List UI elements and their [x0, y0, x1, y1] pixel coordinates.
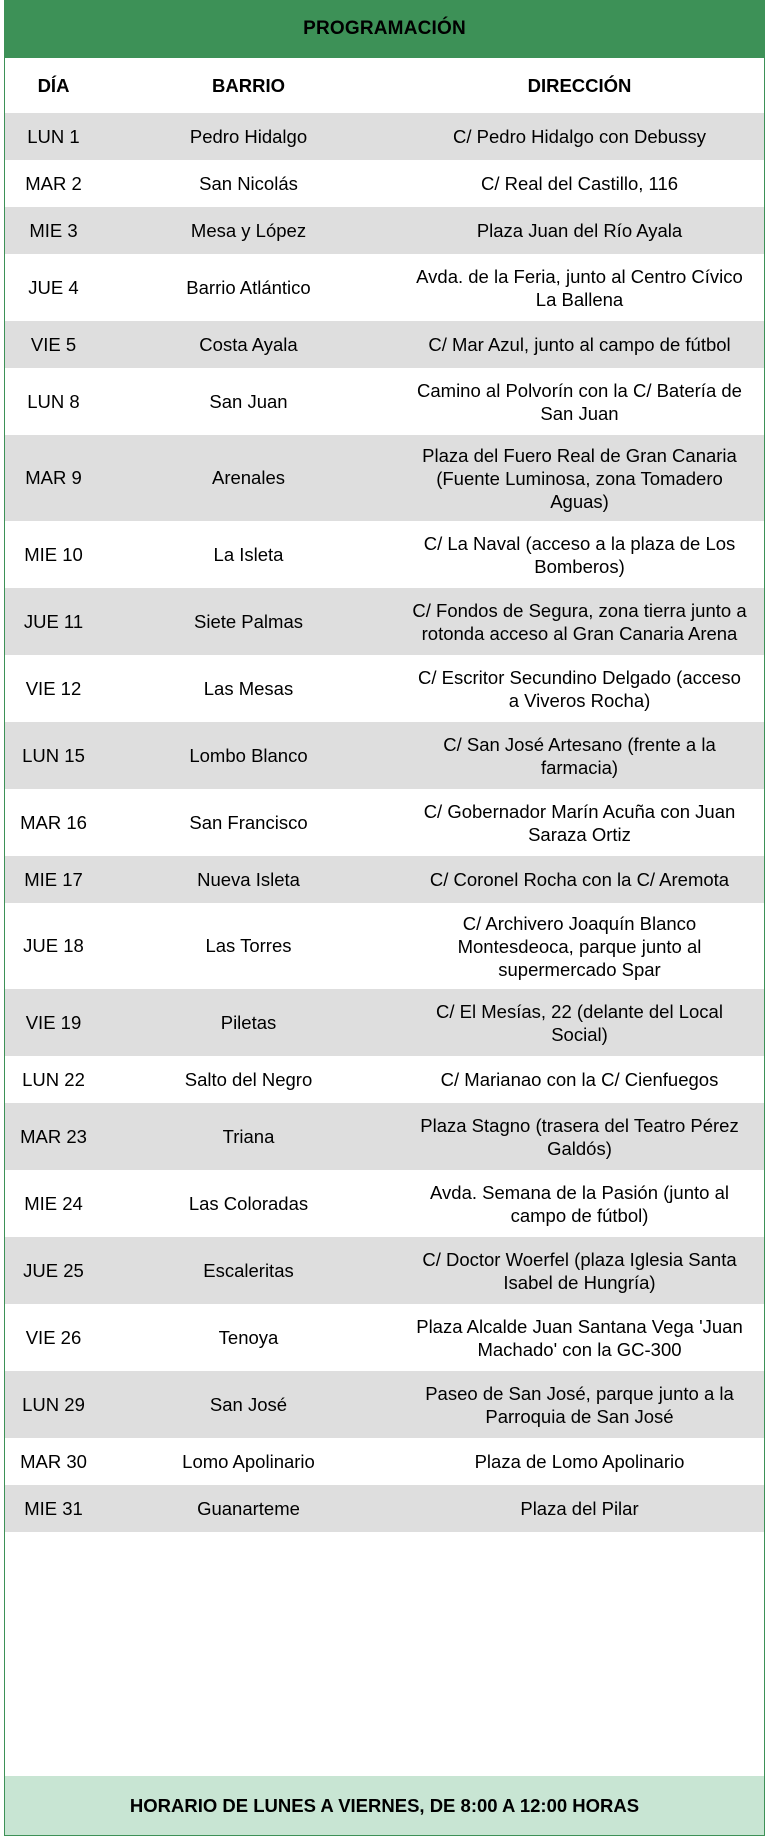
cell-dia: MAR 23	[20, 1125, 87, 1147]
direccion-line: Plaza del Pilar	[520, 1498, 639, 1519]
direccion-line: supermercado Spar	[498, 958, 661, 980]
cell-direccion	[395, 172, 764, 195]
cell-dia: JUE 4	[28, 276, 79, 298]
cell-dia: MAR 16	[20, 811, 87, 833]
table-row	[5, 1371, 764, 1438]
table-row	[5, 1103, 764, 1170]
header-direccion: DIRECCIÓN	[527, 75, 632, 96]
table-title: PROGRAMACIÓN	[5, 0, 764, 58]
cell-direccion	[395, 1382, 764, 1428]
direccion-line: Parroquia de San José	[485, 1405, 674, 1427]
cell-dia: MIE 24	[24, 1192, 83, 1214]
cell-dia: VIE 26	[25, 1326, 82, 1348]
cell-direccion	[395, 532, 764, 578]
direccion-line: Machado' con la GC-300	[477, 1338, 682, 1360]
table-row	[5, 1056, 764, 1103]
table-header-row	[5, 58, 764, 113]
cell-direccion	[395, 1181, 764, 1227]
table-row	[5, 1170, 764, 1237]
cell-dia: MIE 3	[29, 219, 78, 241]
cell-direccion	[395, 444, 764, 513]
header-dia: DÍA	[37, 74, 70, 96]
cell-direccion	[395, 1068, 764, 1091]
cell-barrio: Costa Ayala	[199, 333, 298, 355]
cell-dia: LUN 8	[27, 390, 80, 412]
table-row	[5, 254, 764, 321]
direccion-line: Plaza de Lomo Apolinario	[474, 1451, 685, 1472]
cell-barrio: San José	[209, 1393, 288, 1415]
cell-direccion	[395, 868, 764, 891]
direccion-line: Avda. Semana de la Pasión (junto al	[430, 1181, 729, 1203]
direccion-line: San Juan	[540, 402, 619, 424]
cell-barrio: San Francisco	[189, 811, 308, 833]
cell-dia: MAR 2	[25, 172, 82, 194]
direccion-line: C/ Escritor Secundino Delgado (acceso	[418, 666, 741, 688]
table-row	[5, 521, 764, 588]
cell-dia: JUE 25	[23, 1259, 84, 1281]
schedule-table	[4, 0, 765, 1836]
direccion-line: Galdós)	[547, 1137, 612, 1159]
cell-barrio: Salto del Negro	[184, 1068, 313, 1090]
cell-dia: LUN 1	[27, 125, 80, 147]
cell-direccion	[395, 800, 764, 846]
direccion-line: C/ El Mesías, 22 (delante del Local	[436, 1000, 723, 1022]
cell-barrio: Las Torres	[205, 935, 292, 956]
cell-barrio: Lombo Blanco	[189, 744, 308, 766]
cell-direccion	[395, 912, 764, 981]
direccion-line: a Viveros Rocha)	[508, 689, 651, 711]
table-row	[5, 1304, 764, 1371]
direccion-line: Social)	[551, 1023, 608, 1045]
direccion-line: farmacia)	[540, 756, 619, 778]
table-row	[5, 321, 764, 368]
cell-dia: LUN 22	[22, 1068, 85, 1090]
cell-direccion	[395, 1497, 764, 1520]
cell-dia: JUE 11	[23, 610, 84, 632]
cell-direccion	[395, 733, 764, 779]
table-row	[5, 588, 764, 655]
table-row	[5, 1485, 764, 1532]
direccion-line: C/ Marianao con la C/ Cienfuegos	[440, 1069, 719, 1090]
schedule-footer: HORARIO DE LUNES A VIERNES, DE 8:00 A 12:00 HORAS	[5, 1776, 764, 1835]
cell-barrio: Nueva Isleta	[197, 868, 300, 890]
table-row	[5, 160, 764, 207]
direccion-line: Plaza Juan del Río Ayala	[476, 220, 683, 241]
cell-direccion	[395, 599, 764, 645]
direccion-line: campo de fútbol)	[510, 1204, 649, 1226]
direccion-line: C/ Doctor Woerfel (plaza Iglesia Santa	[422, 1248, 737, 1270]
direccion-line: Bomberos)	[534, 555, 625, 577]
cell-dia: LUN 29	[22, 1393, 85, 1415]
direccion-line: Aguas)	[550, 490, 609, 512]
cell-direccion	[395, 1248, 764, 1294]
table-row	[5, 435, 764, 521]
cell-dia: MAR 30	[20, 1450, 87, 1472]
cell-barrio: Guanarteme	[197, 1497, 300, 1519]
direccion-line: C/ Fondos de Segura, zona tierra junto a	[412, 599, 747, 621]
cell-barrio: Arenales	[211, 467, 285, 488]
direccion-line: C/ Gobernador Marín Acuña con Juan	[423, 800, 736, 822]
direccion-line: Avda. de la Feria, junto al Centro Cívico	[416, 265, 743, 287]
direccion-line: C/ San José Artesano (frente a la	[443, 733, 716, 755]
cell-direccion	[395, 379, 764, 425]
cell-barrio: Escaleritas	[203, 1259, 294, 1281]
direccion-line: Plaza Stagno (trasera del Teatro Pérez	[420, 1114, 739, 1136]
table-row	[5, 856, 764, 903]
direccion-line: Plaza Alcalde Juan Santana Vega 'Juan	[416, 1315, 743, 1337]
direccion-line: Camino al Polvorín con la C/ Batería de	[417, 379, 742, 401]
cell-dia: VIE 12	[25, 677, 82, 699]
direccion-line: C/ Real del Castillo, 116	[480, 173, 679, 194]
direccion-line: C/ Coronel Rocha con la C/ Aremota	[429, 869, 730, 890]
direccion-line: Saraza Ortiz	[528, 823, 631, 845]
cell-dia: JUE 18	[23, 935, 84, 956]
direccion-line: C/ La Naval (acceso a la plaza de Los	[423, 532, 736, 554]
direccion-line: rotonda acceso al Gran Canaria Arena	[421, 622, 738, 644]
direccion-line: (Fuente Luminosa, zona Tomadero	[436, 467, 723, 489]
cell-direccion	[395, 1315, 764, 1361]
cell-barrio: Tenoya	[218, 1326, 279, 1348]
direccion-line: Isabel de Hungría)	[503, 1271, 656, 1293]
direccion-line: La Ballena	[535, 288, 624, 310]
direccion-line: Paseo de San José, parque junto a la	[425, 1382, 734, 1404]
cell-dia: VIE 5	[30, 333, 77, 355]
table-row	[5, 655, 764, 722]
cell-dia: VIE 19	[25, 1011, 82, 1033]
cell-dia: MIE 17	[24, 868, 83, 890]
table-row	[5, 989, 764, 1056]
table-row	[5, 368, 764, 435]
cell-dia: MIE 31	[24, 1497, 83, 1519]
cell-direccion	[395, 125, 764, 148]
cell-dia: MIE 10	[24, 543, 83, 565]
cell-barrio: Triana	[222, 1125, 275, 1147]
table-body	[5, 113, 764, 1532]
table-row	[5, 1237, 764, 1304]
table-row	[5, 722, 764, 789]
table-row	[5, 903, 764, 989]
cell-direccion	[395, 219, 764, 242]
cell-barrio: Barrio Atlántico	[186, 276, 311, 298]
cell-barrio: San Nicolás	[199, 172, 298, 194]
direccion-line: Montesdeoca, parque junto al	[457, 935, 702, 957]
direccion-line: C/ Pedro Hidalgo con Debussy	[453, 126, 706, 147]
cell-barrio: Pedro Hidalgo	[189, 125, 308, 147]
cell-barrio: Las Coloradas	[188, 1192, 309, 1214]
cell-dia: LUN 15	[22, 744, 85, 766]
header-barrio: BARRIO	[212, 74, 285, 96]
table-row	[5, 789, 764, 856]
direccion-line: Plaza del Fuero Real de Gran Canaria	[422, 444, 737, 466]
cell-barrio: La Isleta	[213, 543, 284, 565]
cell-dia: MAR 9	[25, 467, 82, 488]
cell-barrio: Piletas	[220, 1011, 277, 1033]
cell-direccion	[395, 666, 764, 712]
direccion-line: C/ Mar Azul, junto al campo de fútbol	[428, 334, 731, 355]
table-row	[5, 1438, 764, 1485]
cell-direccion	[395, 265, 764, 311]
cell-barrio: San Juan	[209, 390, 288, 412]
direccion-line: C/ Archivero Joaquín Blanco	[462, 912, 697, 934]
cell-barrio: Siete Palmas	[194, 610, 303, 632]
cell-barrio: Mesa y López	[190, 219, 307, 241]
cell-direccion	[395, 333, 764, 356]
table-row	[5, 207, 764, 254]
table-row	[5, 113, 764, 160]
cell-direccion	[395, 1114, 764, 1160]
cell-barrio: Las Mesas	[203, 677, 294, 699]
cell-direccion	[395, 1000, 764, 1046]
cell-barrio: Lomo Apolinario	[182, 1450, 315, 1472]
cell-direccion	[395, 1450, 764, 1473]
